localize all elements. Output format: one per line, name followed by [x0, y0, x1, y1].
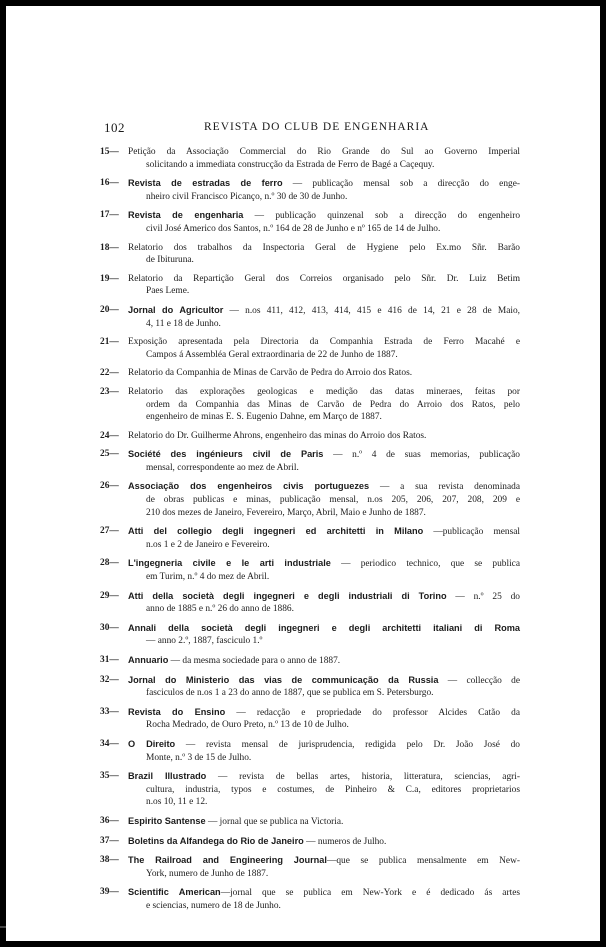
- entry-text: — numeros de Julho.: [303, 836, 387, 847]
- entry-number: 24—: [100, 430, 119, 441]
- entry-line: [128, 525, 520, 539]
- entry-text: —publicação mensal: [423, 527, 520, 538]
- entry-title: Revista do Ensino: [128, 706, 226, 717]
- entry-line: [128, 886, 520, 900]
- list-entry: [100, 146, 520, 171]
- entry-line: [128, 507, 520, 520]
- entry-text: 210 dos mezes de Janeiro, Fevereiro, Março, Abril, Maio e Junho de 1887.: [146, 507, 426, 518]
- entry-line: [128, 480, 520, 494]
- entry-text: — n.os 411, 412, 413, 414, 415 e 416 de 14, 21 e 28 de Maio,: [223, 305, 520, 316]
- entry-line: [128, 674, 520, 688]
- entry-number: 37—: [100, 835, 119, 846]
- entry-number: 26—: [100, 481, 119, 492]
- entry-text: solicitando a immediata construcção da Estrada de Ferro de Bagé a Caçequy.: [146, 159, 435, 170]
- entry-line: [128, 687, 520, 700]
- entry-text: Relatorio da Companhia de Minas de Carvão de Pedra do Arroio dos Ratos.: [128, 368, 413, 379]
- entry-title: Annuario: [128, 655, 169, 665]
- entry-text: Relatorio dos trabalhos da Inspectoria Geral de Hygiene pelo Ex.mo Sñr. Barão: [128, 242, 520, 253]
- entry-line: [128, 223, 520, 236]
- book-page: [6, 6, 600, 941]
- entry-number: 19—: [100, 273, 119, 284]
- list-entry: [100, 886, 520, 912]
- entry-text: Exposição apresentada pela Directoria da Companhia Estrada de Ferro Macahé e: [128, 337, 520, 348]
- entry-number: 30—: [100, 622, 119, 633]
- entry-number: 21—: [100, 337, 119, 348]
- entry-line: [128, 191, 520, 204]
- entry-number: 33—: [100, 706, 119, 717]
- entry-text: — anno 2.º, 1887, fasciculo 1.º: [146, 636, 263, 647]
- entry-title: Brazil Illustrado: [128, 771, 207, 782]
- entry-line: [128, 557, 520, 571]
- entry-text: Paes Leme.: [146, 286, 190, 297]
- page-number: 102: [104, 120, 125, 135]
- publication-list: [100, 146, 520, 919]
- entry-title: L'ingegneria civile e le arti industriale: [128, 558, 331, 569]
- entry-line: [128, 784, 520, 797]
- entry-line: [128, 159, 520, 172]
- entry-number: 31—: [100, 655, 119, 665]
- entry-line: [128, 539, 520, 552]
- entry-text: de obras publicas e minas, publicação mensal, n.os 205, 206, 207, 208, 209 e: [146, 495, 520, 506]
- list-entry: [100, 835, 520, 849]
- list-entry: [100, 367, 520, 380]
- entry-text: — periodico technico, que se publica: [330, 559, 520, 570]
- list-entry: [100, 336, 520, 361]
- list-entry: [100, 654, 520, 668]
- entry-line: [128, 635, 520, 648]
- entry-title: Revista de estradas de ferro: [128, 178, 283, 189]
- entry-number: 36—: [100, 815, 119, 826]
- entry-text: anno de 1885 e n.º 26 do anno de 1886.: [146, 604, 294, 615]
- entry-number: 18—: [100, 242, 119, 253]
- entry-title: Revista de engenharia: [128, 210, 244, 221]
- entry-line: [128, 815, 520, 829]
- entry-text: nheiro civil Francisco Picanço, n.º 30 de 30 de Junho.: [146, 191, 348, 202]
- entry-number: 16—: [100, 178, 119, 189]
- entry-text: —jornal que se publica em New-York e é dedicado ás artes: [220, 888, 521, 899]
- entry-text: — revista mensal de jurisprudencia, redigida pelo Dr. João José do: [175, 739, 520, 750]
- entry-title: Atti del collegio degli ingegneri ed architetti in Milano: [128, 526, 424, 537]
- entry-line: [128, 868, 520, 881]
- entry-line: [128, 273, 520, 286]
- entry-title: O Direito: [128, 738, 176, 749]
- entry-text: — a sua revista denominada: [369, 482, 520, 493]
- entry-line: [128, 386, 520, 399]
- entry-line: [128, 336, 520, 349]
- entry-text: — collecção de: [438, 675, 520, 686]
- entry-line: [128, 590, 520, 604]
- list-entry: [100, 770, 520, 809]
- entry-text: — redacção e propriedade do professor Alcides Catão da: [225, 707, 520, 718]
- entry-line: [128, 770, 520, 784]
- list-entry: [100, 590, 520, 616]
- list-entry: [100, 854, 520, 880]
- list-entry: [100, 273, 520, 298]
- entry-number: 22—: [100, 368, 119, 379]
- entry-number: 17—: [100, 210, 119, 221]
- entry-text: de Ibituruna.: [146, 255, 194, 266]
- list-entry: [100, 304, 520, 330]
- entry-line: [128, 146, 520, 159]
- entry-text: cultura, industria, typos e costumes, de Pinheiro & C.a, editores proprietarios: [146, 784, 520, 795]
- entry-text: n.os 1 e 2 de Janeiro e Fevereiro.: [146, 539, 270, 550]
- entry-text: em Turim, n.º 4 do mez de Abril.: [146, 572, 270, 583]
- entry-line: [128, 603, 520, 616]
- entry-line: [128, 448, 520, 462]
- entry-line: [128, 900, 520, 913]
- entry-line: [128, 285, 520, 298]
- entry-line: [128, 854, 520, 868]
- entry-line: [128, 411, 520, 424]
- entry-text: Rocha Medrado, de Ouro Preto, n.º 13 de 10 de Julho.: [146, 720, 349, 731]
- list-entry: [100, 448, 520, 474]
- entry-text: Monte, n.º 3 de 15 de Julho.: [146, 752, 252, 763]
- entry-text: civil José Americo dos Santos, n.º 164 de 28 de Junho e nº 165 de 14 de Julho.: [146, 223, 441, 234]
- list-entry: [100, 525, 520, 551]
- entry-number: 35—: [100, 771, 119, 782]
- entry-number: 28—: [100, 558, 119, 569]
- entry-text: e sciencias, numero de 18 de Junho.: [146, 900, 281, 911]
- entry-text: — n.º 4 de suas memorias, publicação: [323, 450, 520, 461]
- entry-title: Annali della società degli ingegneri e degli architetti italiani di Roma: [128, 622, 520, 633]
- entry-line: [128, 367, 520, 380]
- list-entry: [100, 430, 520, 443]
- entry-title: The Railroad and Engineering Journal: [128, 855, 327, 866]
- entry-title: Société des ingénieurs civil de Paris: [128, 449, 324, 460]
- entry-text: Petição da Associação Commercial do Rio Grande do Sul ao Governo Imperial: [128, 147, 520, 157]
- entry-line: [128, 254, 520, 267]
- entry-line: [128, 835, 520, 849]
- page-edge-mark: [0, 926, 6, 928]
- entry-title: Atti della società degli ingegneri e degli industriali di Torino: [128, 590, 447, 601]
- entry-text: engenheiro de minas E. S. Eugenio Dahne, em Março de 1887.: [146, 412, 382, 423]
- entry-text: Relatorio do Dr. Guilherme Ahrons, engenheiro das minas do Arroio dos Ratos.: [128, 430, 427, 441]
- entry-number: 38—: [100, 855, 119, 866]
- running-title: REVISTA DO CLUB DE ENGENHARIA: [204, 121, 430, 133]
- list-entry: [100, 480, 520, 519]
- entry-line: [128, 622, 520, 636]
- entry-number: 20—: [100, 304, 119, 315]
- entry-text: — n.º 25 do: [446, 591, 520, 602]
- entry-line: [128, 304, 520, 318]
- entry-text: — jornal que se publica na Victoria.: [205, 816, 344, 827]
- entry-text: Campos á Assembléa Geral extraordinaria de 22 de Junho de 1887.: [146, 349, 398, 360]
- entry-line: [128, 738, 520, 752]
- entry-text: fasciculos de n.os 1 a 23 do anno de 1887, que se publica em S. Petersburgo.: [146, 688, 434, 699]
- entry-number: 15—: [100, 147, 119, 157]
- entry-number: 29—: [100, 590, 119, 601]
- entry-text: — publicação mensal sob a direcção do enge-: [282, 179, 520, 190]
- entry-text: 4, 11 e 18 de Junho.: [146, 318, 221, 329]
- entry-line: [128, 494, 520, 507]
- entry-line: [128, 430, 520, 443]
- list-entry: [100, 706, 520, 732]
- entry-number: 23—: [100, 386, 119, 397]
- entry-text: ordem da Companhia das Minas de Carvão de Pedra do Arroio dos Ratos, pelo: [146, 399, 520, 410]
- entry-line: [128, 399, 520, 412]
- entry-line: [128, 349, 520, 362]
- entry-text: mensal, correspondente ao mez de Abril.: [146, 462, 299, 473]
- entry-number: 39—: [100, 887, 119, 898]
- entry-number: 34—: [100, 738, 119, 749]
- entry-line: [128, 654, 520, 668]
- entry-text: n.os 10, 11 e 12.: [146, 797, 208, 808]
- entry-title: Jornal do Ministerio das vias de communicação da Russia: [128, 674, 439, 685]
- entry-line: [128, 242, 520, 255]
- entry-line: [128, 462, 520, 475]
- entry-line: [128, 719, 520, 732]
- entry-title: Associação dos engenheiros civis portuguezes: [128, 481, 370, 492]
- entry-text: — revista de bellas artes, historia, litteratura, sciencias, agri-: [206, 772, 520, 783]
- entry-line: [128, 318, 520, 331]
- entry-text: Relatorio das explorações geologicas e medição das datas mineraes, feitas por: [128, 386, 520, 397]
- entry-text: — da mesma sociedade para o anno de 1887.: [168, 656, 341, 666]
- entry-line: [128, 796, 520, 809]
- list-entry: [100, 738, 520, 764]
- entry-title: Espirito Santense: [128, 815, 206, 826]
- list-entry: [100, 177, 520, 203]
- entry-number: 32—: [100, 674, 119, 685]
- list-entry: [100, 674, 520, 700]
- entry-line: [128, 571, 520, 584]
- list-entry: [100, 386, 520, 424]
- entry-title: Jornal do Agricultor: [128, 304, 224, 315]
- entry-title: Scientific American: [128, 887, 221, 898]
- entry-text: York, numero de Junho de 1887.: [146, 868, 269, 879]
- page-header: [104, 120, 514, 140]
- entry-number: 25—: [100, 449, 119, 460]
- entry-number: 27—: [100, 526, 119, 537]
- list-entry: [100, 557, 520, 583]
- list-entry: [100, 209, 520, 235]
- list-entry: [100, 242, 520, 267]
- entry-text: — publicação quinzenal sob a direcção do engenheiro: [243, 211, 521, 222]
- entry-line: [128, 209, 520, 223]
- entry-line: [128, 177, 520, 191]
- entry-line: [128, 706, 520, 720]
- entry-text: Relatorio da Repartição Geral dos Correios organisado pelo Sñr. Dr. Luiz Betim: [128, 273, 520, 284]
- entry-title: Boletins da Alfandega do Rio de Janeiro: [128, 835, 304, 846]
- list-entry: [100, 815, 520, 829]
- entry-text: —que se publica mensalmente em New-: [326, 856, 520, 867]
- entry-line: [128, 752, 520, 765]
- list-entry: [100, 622, 520, 648]
